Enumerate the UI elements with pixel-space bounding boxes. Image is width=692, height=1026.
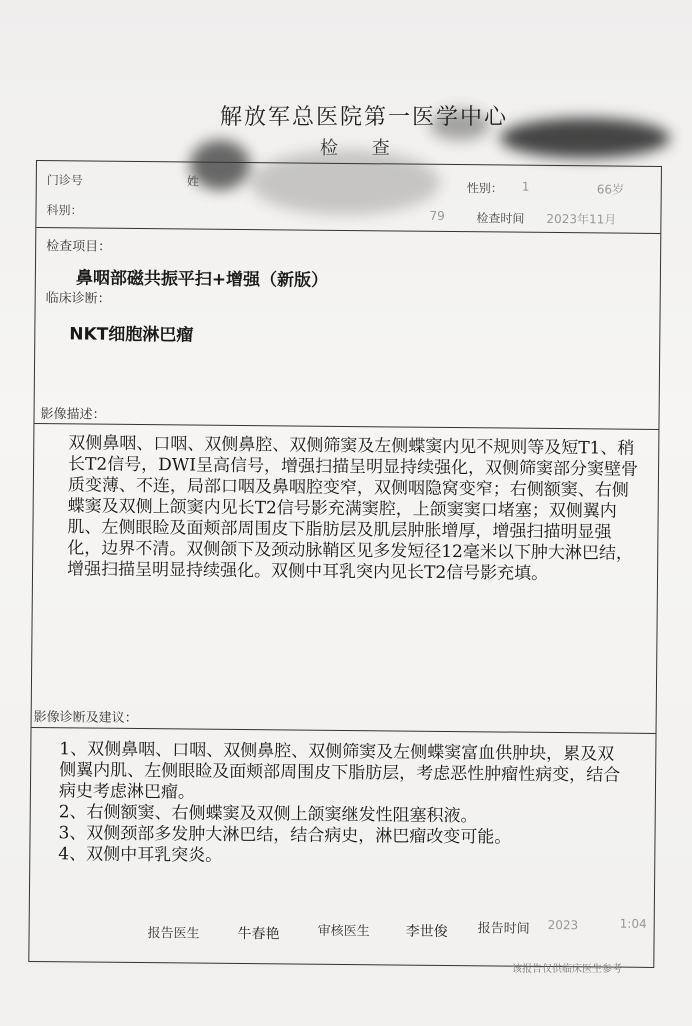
imaging-description-label: 影像描述： — [40, 407, 106, 423]
review-doctor-label: 审核医生 — [317, 923, 370, 940]
gender-label: 性别： — [466, 181, 503, 196]
divider-3 — [32, 727, 656, 734]
review-doctor-name: 李世俊 — [405, 923, 448, 940]
report-time-value: 2023 — [547, 917, 579, 933]
age-value: 66岁 — [596, 182, 625, 197]
name-label: 姓 — [186, 174, 199, 189]
imaging-description-text: 双侧鼻咽、口咽、双侧鼻腔、双侧筛窦及左侧蝶窦内见不规则等及短T1、稍长T2信号，DWI呈高信号，增强扫描呈明显持续强化，双侧筛窦部分窦壁骨质变薄、不连，局部口咽及鼻咽腔变窄，双侧咽隐窝变窄；右侧额窦、右侧蝶窦及双侧上颌窦内见长T2信号影充满窦腔，上颌窦窦口堵塞；双侧翼内肌、左侧眼睑及面颊部周围皮下脂肪层及肌层肿胀增厚，增强扫描明显强化，边界不清。双侧颌下及颈动脉鞘区见多发短径12毫米以下肿大淋巴结，增强扫描呈明显持续强化。双侧中耳乳突内见长T2信号影充填。 — [66, 433, 639, 584]
report-note: 该报告仅供临床医生参考 — [512, 964, 622, 975]
clinical-diagnosis-label: 临床诊断： — [45, 291, 111, 307]
exam-time-label: 检查时间 — [476, 211, 525, 226]
department-label: 科别： — [46, 203, 83, 218]
exam-item-value: 鼻咽部磁共振平扫+增强（新版） — [75, 268, 329, 291]
hospital-title: 解放军总医院第一医学中心 — [220, 105, 509, 130]
imaging-diagnosis-label: 影像诊断及建议： — [33, 710, 138, 727]
number-fragment: 79 — [429, 208, 445, 223]
diagnosis-item-4: 4、双侧中耳乳突炎。 — [58, 844, 223, 866]
divider-2 — [34, 423, 658, 430]
diagnosis-item-1: 1、双侧鼻咽、口咽、双侧鼻腔、双侧筛窦及左侧蝶窦富血供肿块，累及双侧翼内肌、左侧眼睑及面颊部周围皮下脂肪层，考虑恶性肿瘤性病变，结合病史考虑淋巴瘤。 — [58, 739, 621, 803]
gender-value: 1 — [521, 179, 530, 194]
diagnosis-item-2: 2、右侧额窦、右侧蝶窦及双侧上颌窦继发性阻塞积液。 — [58, 802, 478, 827]
report-time-label: 报告时间 — [477, 921, 530, 937]
report-subtitle: 检 查 — [320, 138, 404, 159]
redaction-top-right — [500, 118, 670, 158]
report-time-suffix: 1:04 — [619, 916, 647, 931]
exam-item-label: 检查项目： — [46, 239, 112, 255]
outpatient-label: 门诊号 — [46, 173, 83, 188]
report-doctor-label: 报告医生 — [147, 926, 200, 942]
report-doctor-name: 牛春艳 — [237, 925, 280, 943]
clinical-diagnosis-value: NKT细胞淋巴瘤 — [69, 324, 194, 346]
divider-1 — [36, 227, 660, 234]
diagnosis-item-3: 3、双侧颈部多发肿大淋巴结，结合病史，淋巴瘤改变可能。 — [58, 823, 512, 848]
exam-time-value: 2023年11月 — [546, 211, 617, 227]
report-frame — [28, 160, 662, 968]
